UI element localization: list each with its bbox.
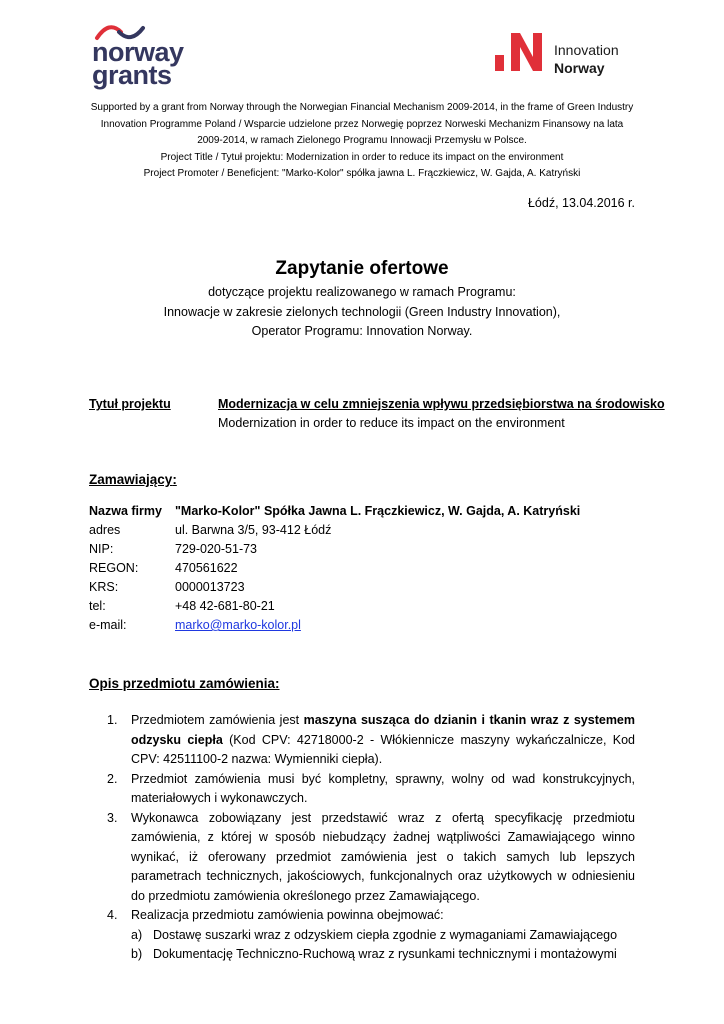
document-date: Łódź, 13.04.2016 r. xyxy=(527,196,635,210)
list-item-number: 1. xyxy=(107,713,118,727)
list-item xyxy=(107,711,635,770)
company-key: tel: xyxy=(89,599,106,613)
project-title-label: Tytuł projektu xyxy=(89,397,171,411)
email-link[interactable]: marko@marko-kolor.pl xyxy=(175,618,301,632)
sub-list-item xyxy=(131,926,635,946)
document-title: Zapytanie ofertowe xyxy=(275,258,449,279)
list-item-text: (Kod CPV: 42718000-2 - Włókiennicze maszyny wykańczalnicze, Kod CPV: 42511100-2 nazwa: Wymienniki ciepła). xyxy=(131,732,635,766)
list-item-number: 3. xyxy=(107,810,118,825)
list-item-number: 4. xyxy=(107,908,118,922)
project-title-pl: Modernizacja w celu zmniejszenia wpływu przedsiębiorstwa na środowisko xyxy=(218,397,665,411)
sub-list-item-letter: a) xyxy=(131,927,143,942)
list-item-bold-text: maszyna susząca do dzianin i tkanin wraz z systemem odzysku ciepła xyxy=(131,713,635,747)
company-key: Nazwa firmy xyxy=(89,504,162,518)
company-key: adres xyxy=(89,523,121,537)
grant-header xyxy=(60,100,664,183)
sub-list-item-text: Dokumentację Techniczno-Ruchową wraz z rysunkami technicznymi i montażowymi xyxy=(153,947,617,961)
norway-grants-logo xyxy=(88,18,188,88)
innovation-norway-logo xyxy=(493,29,643,79)
list-item-text: Przedmiot zamówienia musi być kompletny, sprawny, wolny od wad konstrukcyjnych, materiałowych i wykonawczych. xyxy=(131,771,635,805)
list-item-text: Wykonawca zobowiązany jest przedstawić wraz z ofertą specyfikację przedmiotu zamówienia, z której w sposób niebudzący żadnej wątpliwości Zamawiającego winno wynikać, iż oferowany przedmiot zamówienia jest o takich samych lub lepszych parametrach technicznych, jakościowych, funkcjonalnych oraz użytkowych w odniesieniu do przedmiotu zamówienia określonego przez Zamawiającego. xyxy=(131,810,635,903)
sub-list-item xyxy=(131,945,635,965)
grant-header-line: Project Promoter / Beneficjent: "Marko-Kolor" spółka jawna L. Frączkiewicz, W. Gajda, A. Katryński xyxy=(143,168,581,179)
company-value: 0000013723 xyxy=(175,580,245,594)
norway-grants-word-2: grants xyxy=(92,60,172,90)
grant-header-line: Project Title / Tytuł projektu: Modernization in order to reduce its impact on the environment xyxy=(160,151,564,163)
list-item-text: Realizacja przedmiotu zamówienia powinna obejmować: xyxy=(131,908,444,922)
list-item-text: Przedmiotem zamówienia jest xyxy=(131,713,304,727)
list-item xyxy=(107,906,635,965)
sub-list-item-text: Dostawę suszarki wraz z odzyskiem ciepła zgodnie z wymaganiami Zamawiającego xyxy=(153,927,618,942)
company-value: "Marko-Kolor" Spółka Jawna L. Frączkiewicz, W. Gajda, A. Katryński xyxy=(175,504,581,518)
ordering-party-heading-text: Zamawiający xyxy=(89,472,173,487)
grant-header-line: Supported by a grant from Norway through the Norwegian Financial Mechanism 2009-2014, in the frame of Green Industry xyxy=(90,102,634,113)
list-item xyxy=(107,809,635,907)
list-item-number: 2. xyxy=(107,771,118,786)
company-value: ul. Barwna 3/5, 93-412 Łódź xyxy=(175,523,332,537)
company-value: 470561622 xyxy=(175,561,238,575)
innovation-norway-word-1: Innovation xyxy=(554,42,619,58)
grant-header-line: Innovation Programme Poland / Wsparcie udzielone przez Norwegię poprzez Norweski Mechanizm Finansowy na lata xyxy=(100,118,624,130)
innovation-norway-mark-icon xyxy=(493,29,545,75)
company-key: REGON: xyxy=(89,561,139,575)
company-key: e-mail: xyxy=(89,618,127,632)
subtitle-line: dotyczące projektu realizowanego w ramach Programu: xyxy=(208,285,516,299)
ordering-party-heading-colon: : xyxy=(172,472,177,487)
project-title-en: Modernization in order to reduce its impact on the environment xyxy=(218,416,565,430)
grant-header-line: 2009-2014, w ramach Zielonego Programu Innowacji Przemysłu w Polsce. xyxy=(197,135,527,146)
subject-list xyxy=(107,711,635,965)
subject-heading-colon: : xyxy=(275,676,280,691)
subject-heading-text: Opis przedmiotu zamówienia xyxy=(89,676,276,691)
innovation-norway-word-2: Norway xyxy=(554,60,605,76)
list-item xyxy=(107,770,635,809)
company-key: NIP: xyxy=(89,542,114,556)
subject-heading xyxy=(89,676,280,691)
company-value: 729-020-51-73 xyxy=(175,542,258,556)
norway-grants-word-1: norway xyxy=(92,37,184,67)
subtitle-line: Innowacje w zakresie zielonych technologii (Green Industry Innovation), xyxy=(163,304,561,319)
subtitle-line: Operator Programu: Innovation Norway. xyxy=(251,324,473,338)
company-key: KRS: xyxy=(89,580,119,594)
sub-list-item-letter: b) xyxy=(131,947,143,961)
company-value: +48 42-681-80-21 xyxy=(175,599,275,613)
ordering-party-heading xyxy=(89,472,177,487)
document-subtitle xyxy=(0,283,724,342)
